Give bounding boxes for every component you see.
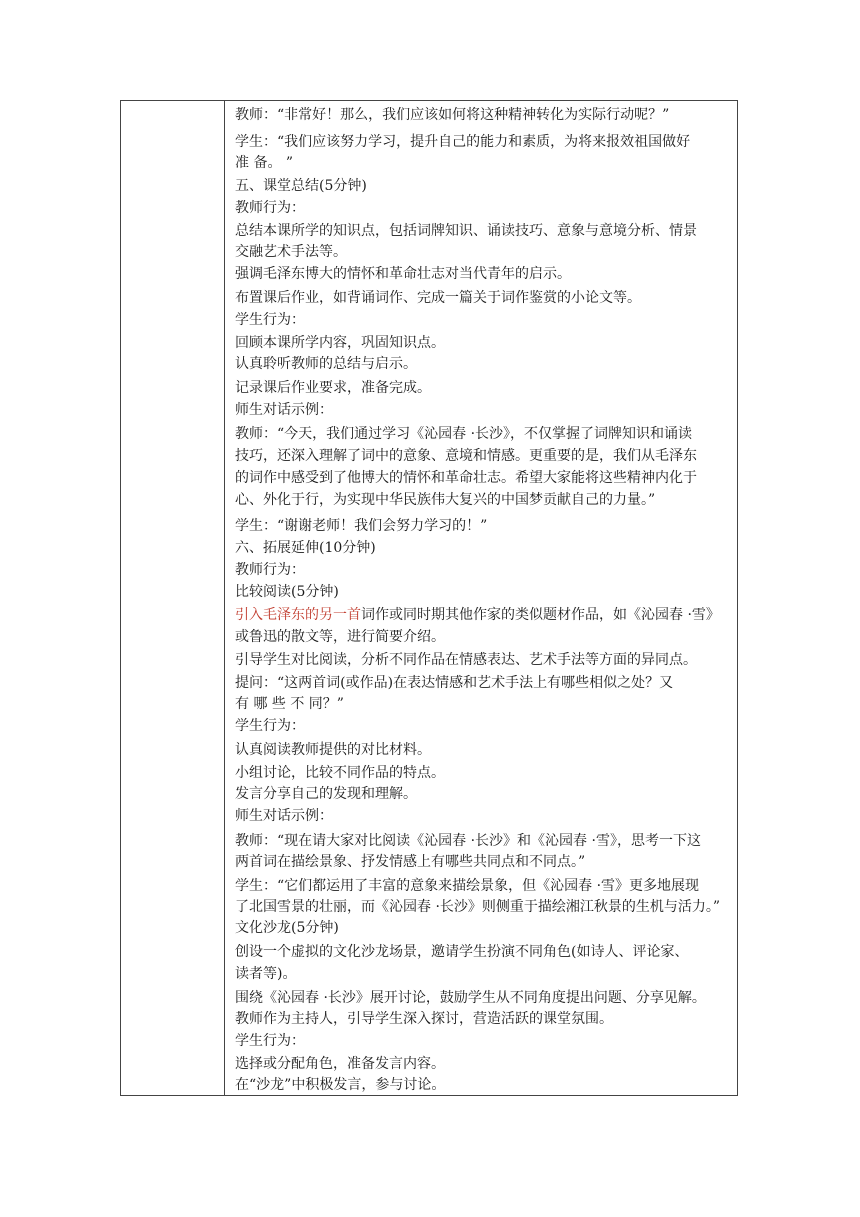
text-line: 教师行为： (235, 562, 305, 578)
text-span: 词作或同时期其他作家的类似题材作品，如《沁园春 ·雪》 (361, 607, 720, 623)
text-line: 小组讨论，比较不同作品的特点。 (235, 765, 445, 781)
text-line: 的词作中感受到了他博大的情怀和革命壮志。希望大家能将这些精神内化于 (235, 470, 697, 486)
text-line: 心、外化于行，为实现中华民族伟大复兴的中国梦贡献自己的力量。” (235, 492, 656, 508)
text-line: 记录课后作业要求，准备完成。 (235, 380, 431, 396)
text-line: 教师：“现在请大家对比阅读《沁园春 ·长沙》和《沁园春 ·雪》，思考一下这 (235, 833, 701, 849)
text-line: 在“沙龙”中积极发言，参与讨论。 (235, 1077, 446, 1093)
text-line: 或鲁迅的散文等，进行简要介绍。 (235, 629, 445, 645)
text-line: 教师：“今天，我们通过学习《沁园春 ·长沙》，不仅掌握了词牌知识和诵读 (235, 426, 693, 442)
text-line: 师生对话示例： (235, 402, 333, 418)
text-line: 有 哪 些 不 同？” (235, 696, 344, 712)
text-line: 发言分享自己的发现和理解。 (235, 786, 417, 802)
text-line: 准 备。 ” (235, 155, 294, 171)
text-line: 学生行为： (235, 718, 305, 734)
text-line: 教师：“非常好！那么，我们应该如何将这种精神转化为实际行动呢？” (235, 107, 670, 123)
text-line: 比较阅读(5分钟) (235, 584, 339, 600)
text-line: 学生：“它们都运用了丰富的意象来描绘景象，但《沁园春 ·雪》更多地展现 (235, 878, 700, 894)
text-line: 了北国雪景的壮丽，而《沁园春 ·长沙》则侧重于描绘湘江秋景的生机与活力。” (235, 899, 721, 915)
lesson-plan-table (120, 100, 738, 1096)
text-line: 两首词在描绘景象、抒发情感上有哪些共同点和不同点。” (235, 854, 586, 870)
table-left-column (121, 101, 225, 1095)
highlighted-text: 引入毛泽东的另一首 (235, 607, 361, 623)
text-line: 教师行为： (235, 200, 305, 216)
section-heading: 六、拓展延伸(10分钟) (235, 540, 376, 556)
text-line: 提问：“这两首词(或作品)在表达情感和艺术手法上有哪些相似之处？又 (235, 675, 674, 691)
mixed-text-line (235, 606, 733, 624)
text-line: 引导学生对比阅读，分析不同作品在情感表达、艺术手法等方面的异同点。 (235, 652, 697, 668)
text-line: 学生：“我们应该努力学习，提升自己的能力和素质，为将来报效祖国做好 (235, 134, 691, 150)
text-line: 教师作为主持人，引导学生深入探讨，营造活跃的课堂氛围。 (235, 1011, 613, 1027)
table-content-cell (225, 101, 737, 1095)
text-line: 布置课后作业，如背诵词作、完成一篇关于词作鉴赏的小论文等。 (235, 290, 641, 306)
text-line: 学生行为： (235, 312, 305, 328)
text-line: 认真聆听教师的总结与启示。 (235, 356, 417, 372)
text-line: 围绕《沁园春 ·长沙》展开讨论，鼓励学生从不同角度提出问题、分享见解。 (235, 990, 706, 1006)
text-line: 交融艺术手法等。 (235, 244, 347, 260)
text-line: 创设一个虚拟的文化沙龙场景，邀请学生扮演不同角色(如诗人、评论家、 (235, 944, 689, 960)
text-line: 学生行为： (235, 1033, 305, 1049)
text-line: 强调毛泽东博大的情怀和革命壮志对当代青年的启示。 (235, 266, 571, 282)
text-line: 师生对话示例： (235, 808, 333, 824)
text-line: 总结本课所学的知识点，包括词牌知识、诵读技巧、意象与意境分析、情景 (235, 223, 697, 239)
text-line: 学生：“谢谢老师！我们会努力学习的！” (235, 518, 488, 534)
text-line: 读者等)。 (235, 966, 297, 982)
text-line: 技巧，还深入理解了词中的意象、意境和情感。更重要的是，我们从毛泽东 (235, 448, 697, 464)
text-line: 认真阅读教师提供的对比材料。 (235, 742, 431, 758)
text-line: 回顾本课所学内容，巩固知识点。 (235, 335, 445, 351)
text-line: 选择或分配角色，准备发言内容。 (235, 1056, 445, 1072)
text-line: 文化沙龙(5分钟) (235, 920, 339, 936)
section-heading: 五、课堂总结(5分钟) (235, 178, 367, 194)
